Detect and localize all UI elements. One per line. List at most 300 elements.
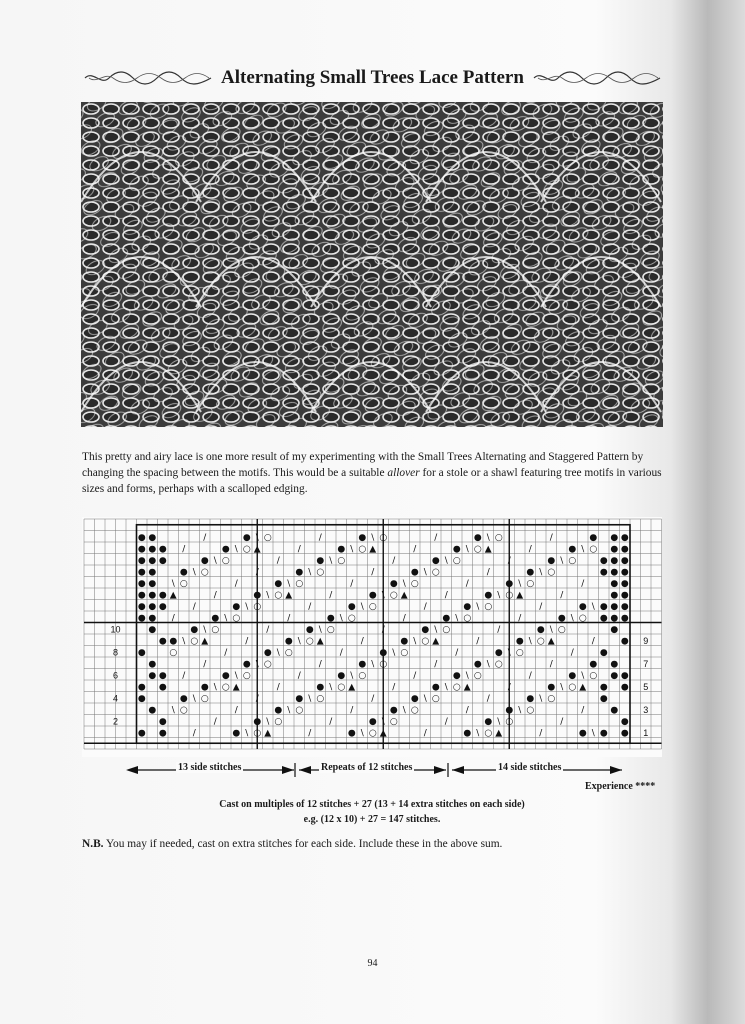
chart-symbol: / (192, 728, 196, 739)
chart-symbol: / (203, 659, 207, 670)
chart-symbol: \ (413, 636, 417, 647)
chart-symbol: / (318, 659, 322, 670)
chart-symbol: ● (137, 647, 146, 658)
chart-symbol: ● (494, 647, 503, 658)
chart-symbol: \ (371, 659, 375, 670)
chart-symbol: ● (358, 532, 367, 543)
chart-symbol: / (560, 716, 564, 727)
chart-symbol: ● (211, 613, 220, 624)
chart-symbol: ○ (263, 659, 272, 670)
chart-symbol: ● (610, 601, 619, 612)
chart-symbol: ▲ (201, 636, 209, 647)
chart-symbol: \ (234, 670, 238, 681)
chart-symbol: / (234, 578, 238, 589)
chart-symbol: ● (148, 624, 157, 635)
chart-symbol: ● (463, 601, 472, 612)
chart-symbol: ○ (379, 659, 388, 670)
chart-symbol: / (581, 705, 585, 716)
chart-symbol: ○ (337, 555, 346, 566)
chart-symbol: / (434, 532, 438, 543)
chart-symbol: ● (284, 636, 293, 647)
cast-on-line-2: e.g. (12 x 10) + 27 = 147 stitches. (303, 814, 441, 825)
chart-symbol: ● (400, 636, 409, 647)
chart-symbol: ○ (557, 624, 566, 635)
chart-symbol: / (413, 544, 417, 555)
chart-symbol: ● (463, 728, 472, 739)
chart-symbol: ● (379, 647, 388, 658)
chart-symbol: ● (148, 705, 157, 716)
cast-on-instructions (82, 797, 662, 827)
row-number-left: 6 (112, 670, 119, 681)
chart-symbol: ○ (494, 532, 503, 543)
chart-symbol: / (213, 590, 217, 601)
chart-symbol: ○ (274, 716, 283, 727)
chart-symbol: ● (610, 567, 619, 578)
row-number-right: 3 (643, 704, 649, 715)
chart-symbol: ● (526, 693, 535, 704)
chart-symbol: ○ (190, 636, 199, 647)
chart-symbol: ● (620, 567, 629, 578)
chart-symbol: ● (389, 705, 398, 716)
chart-symbol: ● (158, 544, 167, 555)
chart-symbol: / (203, 532, 207, 543)
chart-symbol: \ (192, 693, 196, 704)
chart-symbol: \ (182, 636, 186, 647)
chart-symbol: ● (148, 659, 157, 670)
chart-symbol: ○ (200, 567, 209, 578)
chart-symbol: / (423, 728, 427, 739)
chart-symbol: / (276, 682, 280, 693)
chart-symbol: \ (234, 544, 238, 555)
chart-symbol: ○ (242, 544, 251, 555)
chart-symbol: \ (350, 544, 354, 555)
row-number-left: 2 (112, 716, 119, 727)
chart-symbol: ● (242, 659, 251, 670)
chart-symbol: ● (137, 613, 146, 624)
chart-symbol: \ (276, 647, 280, 658)
chart-symbol: ● (337, 544, 346, 555)
chart-symbol: \ (318, 624, 322, 635)
chart-symbol: ● (599, 613, 608, 624)
chart-symbol: / (507, 555, 511, 566)
chart-symbol: ▲ (579, 682, 587, 693)
chart-symbol: \ (486, 659, 490, 670)
chart-symbol: ○ (400, 647, 409, 658)
chart-symbol: ● (515, 636, 524, 647)
chart-symbol: \ (213, 555, 217, 566)
chart-symbol: ○ (211, 624, 220, 635)
chart-symbol: ● (410, 567, 419, 578)
chart-symbol: / (560, 590, 564, 601)
chart-symbol: ○ (547, 693, 556, 704)
chart-symbol: / (444, 716, 448, 727)
chart-symbol: / (350, 705, 354, 716)
chart-symbol: \ (423, 567, 427, 578)
chart-symbol: / (392, 682, 396, 693)
chart-symbol: / (402, 613, 406, 624)
row-number-right: 1 (643, 727, 649, 738)
row-number-left: 8 (112, 647, 119, 658)
chart-symbol: ○ (274, 590, 283, 601)
chart-symbol: / (308, 601, 312, 612)
chart-symbol: ● (431, 682, 440, 693)
chart-symbol: / (518, 613, 522, 624)
chart-symbol: \ (171, 578, 175, 589)
chart-symbol: ○ (410, 705, 419, 716)
chart-symbol: ○ (536, 636, 545, 647)
chart-symbol: ● (610, 555, 619, 566)
lace-swatch-photo (81, 102, 663, 427)
chart-symbol: / (329, 716, 333, 727)
chart-symbol: ○ (431, 567, 440, 578)
chart-symbol: ● (610, 532, 619, 543)
chart-symbol: ○ (589, 670, 598, 681)
chart-symbol: ● (610, 670, 619, 681)
chart-symbol: ○ (337, 682, 346, 693)
chart-symbol: / (350, 578, 354, 589)
chart-symbol: ▲ (516, 590, 524, 601)
chart-symbol: ○ (221, 682, 230, 693)
chart-symbol: ● (610, 578, 619, 589)
chart-symbol: ● (148, 578, 157, 589)
chart-symbol: ○ (253, 601, 262, 612)
chart-symbol: ● (599, 693, 608, 704)
chart-symbol: ● (200, 555, 209, 566)
chart-symbol: \ (329, 555, 333, 566)
chart-symbol: ● (452, 670, 461, 681)
chart-symbol: \ (339, 613, 343, 624)
chart-symbol: \ (287, 705, 291, 716)
chart-symbol: ● (137, 682, 146, 693)
chart-symbol: \ (255, 659, 259, 670)
chart-symbol: / (381, 624, 385, 635)
chart-symbol: \ (518, 705, 522, 716)
chart-symbol: \ (476, 601, 480, 612)
chart-symbol: ● (599, 555, 608, 566)
chart-symbol: ● (148, 613, 157, 624)
chart-symbol: ▲ (285, 590, 293, 601)
chart-symbol: \ (570, 613, 574, 624)
repeat-stitches-label: Repeats of 12 stitches (321, 762, 413, 773)
chart-symbol: ● (620, 532, 629, 543)
chart-symbol: \ (507, 647, 511, 658)
chart-symbol: ● (347, 728, 356, 739)
chart-symbol: ● (274, 705, 283, 716)
chart-symbol: ● (253, 590, 262, 601)
chart-symbol: ● (473, 532, 482, 543)
chart-symbol: ○ (316, 693, 325, 704)
chart-symbol: \ (360, 601, 364, 612)
chart-symbol: \ (560, 555, 564, 566)
chart-symbol: ● (242, 532, 251, 543)
title-row (80, 64, 665, 92)
row-number-right: 7 (643, 658, 649, 669)
chart-symbol: ▲ (169, 590, 177, 601)
chart-symbol: / (528, 670, 532, 681)
chart-symbol: \ (476, 728, 480, 739)
chart-symbol: ○ (232, 613, 241, 624)
chart-symbol: ● (368, 590, 377, 601)
chart-symbol: \ (591, 728, 595, 739)
chart-symbol: ● (158, 636, 167, 647)
chart-symbol: ● (158, 590, 167, 601)
chart-symbol: / (423, 601, 427, 612)
intro-paragraph: This pretty and airy lace is one more result of my experimenting with the Small Trees Alternating and Staggered Pattern by changing the spacing between the motifs. This would be a suitable allover for a stole or a shawl featuring tree motifs in various sizes and forms, perhaps with a scalloped edging. (82, 451, 662, 495)
chart-symbol: \ (287, 578, 291, 589)
chart-symbol: \ (213, 682, 217, 693)
chart-symbol: ▲ (253, 544, 261, 555)
chart-symbol: ○ (484, 728, 493, 739)
chart-symbol: / (528, 544, 532, 555)
chart-symbol: ● (599, 647, 608, 658)
chart-symbol: ▲ (264, 728, 272, 739)
chart-symbol: \ (497, 590, 501, 601)
chart-symbol: ● (137, 693, 146, 704)
chart-symbol: ● (316, 555, 325, 566)
chart-symbol: ○ (578, 613, 587, 624)
chart-symbol: ● (253, 716, 262, 727)
intro-emphasis: allover (387, 467, 420, 479)
chart-symbol: \ (486, 532, 490, 543)
chart-symbol: / (234, 705, 238, 716)
chart-symbol: ● (137, 728, 146, 739)
experience-rating: Experience **** (585, 781, 656, 792)
chart-symbol: \ (581, 670, 585, 681)
chart-symbol: ● (148, 544, 157, 555)
chart-symbol: ● (526, 567, 535, 578)
chart-symbol: ○ (368, 728, 377, 739)
chart-symbol: \ (518, 578, 522, 589)
chart-symbol: ● (599, 682, 608, 693)
chart-symbol: ▲ (547, 636, 555, 647)
chart-symbol: ● (547, 682, 556, 693)
note-text: You may if needed, cast on extra stitches for each side. Include these in the above sum. (103, 838, 503, 850)
chart-symbol: ● (620, 590, 629, 601)
chart-symbol: ○ (379, 532, 388, 543)
page-number: 94 (367, 958, 378, 969)
chart-symbol: \ (224, 613, 228, 624)
chart-symbol: ▲ (348, 682, 356, 693)
chart-symbol: ● (536, 624, 545, 635)
side-stitches-right-label: 14 side stitches (498, 762, 562, 773)
chart-symbol: ● (263, 647, 272, 658)
chart-symbol: ○ (442, 624, 451, 635)
chart-symbol: \ (192, 567, 196, 578)
chart-symbol: / (255, 693, 259, 704)
chart-symbol: ● (610, 590, 619, 601)
chart-symbol: ○ (326, 624, 335, 635)
chart-symbol: ● (620, 682, 629, 693)
chart-symbol: ● (337, 670, 346, 681)
chart-symbol: ● (620, 728, 629, 739)
chart-symbol: ● (347, 601, 356, 612)
chart-symbol: / (465, 705, 469, 716)
chart-symbol: / (549, 532, 553, 543)
chart-symbol: ● (610, 613, 619, 624)
chart-symbol: ▲ (495, 728, 503, 739)
chart-symbol: ● (610, 544, 619, 555)
chart-symbol: / (318, 532, 322, 543)
chart-symbol: / (392, 555, 396, 566)
chart-symbol: / (224, 647, 228, 658)
chart-symbol: ● (148, 567, 157, 578)
chart-symbol: ● (368, 716, 377, 727)
chart-symbol: ● (620, 636, 629, 647)
chart-symbol: \ (465, 544, 469, 555)
chart-symbol: ○ (263, 532, 272, 543)
chart-symbol: ● (137, 590, 146, 601)
chart-symbol: \ (549, 624, 553, 635)
chart-symbol: ● (221, 670, 230, 681)
chart-symbol: ▲ (463, 682, 471, 693)
chart-symbol: ● (484, 716, 493, 727)
chart-symbol: ○ (421, 636, 430, 647)
chart-symbol: / (549, 659, 553, 670)
chart-symbol: ○ (221, 555, 230, 566)
chart-symbol: \ (255, 532, 259, 543)
chart-symbol: \ (245, 601, 249, 612)
chart-symbol: \ (297, 636, 301, 647)
chart-symbol: ○ (473, 544, 482, 555)
chart-symbol: ○ (242, 670, 251, 681)
chart-symbol: ● (620, 670, 629, 681)
chart-symbol: ● (179, 693, 188, 704)
chart-symbol: \ (392, 647, 396, 658)
chart-symbol: \ (497, 716, 501, 727)
chart-symbol: ○ (368, 601, 377, 612)
chart-symbol: \ (423, 693, 427, 704)
page-title: Alternating Small Trees Lace Pattern (221, 67, 524, 88)
chart-symbol: ● (158, 728, 167, 739)
chart-symbol: ● (305, 624, 314, 635)
chart-symbol: ○ (358, 670, 367, 681)
chart-symbol: ○ (389, 716, 398, 727)
chart-symbol: ○ (568, 682, 577, 693)
chart-symbol: ● (505, 578, 514, 589)
chart-symbol: \ (402, 578, 406, 589)
chart-symbol: ● (158, 682, 167, 693)
chart-symbol: ● (200, 682, 209, 693)
chart-symbol: / (192, 601, 196, 612)
chart-symbol: \ (350, 670, 354, 681)
row-number-left: 10 (110, 624, 121, 635)
chart-symbol: ○ (295, 705, 304, 716)
chart-symbol: ○ (389, 590, 398, 601)
chart-symbol: ● (137, 544, 146, 555)
chart-symbol: ○ (526, 705, 535, 716)
chart-symbol: \ (444, 682, 448, 693)
chart-symbol: / (413, 670, 417, 681)
chart-symbol: ○ (526, 578, 535, 589)
chart-symbol: ● (179, 567, 188, 578)
chart-symbol: ● (190, 624, 199, 635)
chart-symbol: ○ (547, 567, 556, 578)
chart-symbol: / (507, 682, 511, 693)
chart-symbol: \ (539, 693, 543, 704)
chart-symbol: ● (557, 613, 566, 624)
chart-symbol: / (329, 590, 333, 601)
chart-symbol: \ (308, 693, 312, 704)
chart-symbol: ○ (179, 578, 188, 589)
chart-symbol: ▲ (379, 728, 387, 739)
chart-symbol: ● (610, 705, 619, 716)
chart-symbol: ○ (452, 555, 461, 566)
chart-symbol: ▲ (316, 636, 324, 647)
chart-symbol: ○ (568, 555, 577, 566)
chart-symbol: \ (465, 670, 469, 681)
chart-symbol: ● (137, 555, 146, 566)
chart-symbol: / (276, 555, 280, 566)
chart-symbol: ● (620, 601, 629, 612)
chart-symbol: ● (358, 659, 367, 670)
chart-symbol: / (486, 693, 490, 704)
chart-symbol: \ (371, 532, 375, 543)
chart-symbol: \ (560, 682, 564, 693)
chart-symbol: / (371, 567, 375, 578)
chart-symbol: / (182, 670, 186, 681)
chart-symbol: \ (402, 705, 406, 716)
chart-symbol: ● (137, 567, 146, 578)
chart-symbol: ● (232, 601, 241, 612)
chart-grid (82, 517, 662, 757)
chart-symbol: ● (599, 728, 608, 739)
chart-symbol: ● (547, 555, 556, 566)
chart-symbol: \ (591, 601, 595, 612)
cast-on-line-1: Cast on multiples of 12 stitches + 27 (13 + 14 extra stitches on each side) (219, 799, 525, 810)
chart-symbol: \ (528, 636, 532, 647)
chart-symbol: \ (581, 544, 585, 555)
chart-symbol: / (539, 601, 543, 612)
chart-symbol: / (287, 613, 291, 624)
chart-symbol: ● (620, 716, 629, 727)
chart-symbol: ● (148, 670, 157, 681)
chart-symbol: ● (326, 613, 335, 624)
chart-symbol: / (486, 567, 490, 578)
chart-symbol: ● (431, 555, 440, 566)
chart-symbol: ● (620, 613, 629, 624)
chart-symbol: ● (316, 682, 325, 693)
chart-symbol: \ (329, 682, 333, 693)
chart-symbol: \ (245, 728, 249, 739)
knitting-chart (82, 517, 662, 757)
chart-symbol: / (255, 567, 259, 578)
chart-symbol: ○ (305, 636, 314, 647)
chart-symbol: / (581, 578, 585, 589)
chart-symbol: / (308, 728, 312, 739)
chart-symbol: / (182, 544, 186, 555)
chart-symbol: / (434, 659, 438, 670)
chart-symbol: ● (158, 555, 167, 566)
chart-symbol: / (465, 578, 469, 589)
chart-symbol: ● (158, 716, 167, 727)
chart-symbol: ● (505, 705, 514, 716)
chart-symbol: / (360, 636, 364, 647)
chart-symbol: ● (295, 567, 304, 578)
chart-symbol: / (297, 670, 301, 681)
chart-symbol: ● (442, 613, 451, 624)
chart-symbol: ● (620, 578, 629, 589)
chart-symbol: / (455, 647, 459, 658)
chart-symbol: \ (360, 728, 364, 739)
chart-symbol: \ (266, 716, 270, 727)
chart-symbol: ○ (295, 578, 304, 589)
chart-symbol: ● (295, 693, 304, 704)
chart-symbol: / (570, 647, 574, 658)
chart-symbol: ● (389, 578, 398, 589)
chart-symbol: ● (148, 601, 157, 612)
side-stitches-left-label: 13 side stitches (178, 762, 242, 773)
chart-symbol: ● (148, 532, 157, 543)
